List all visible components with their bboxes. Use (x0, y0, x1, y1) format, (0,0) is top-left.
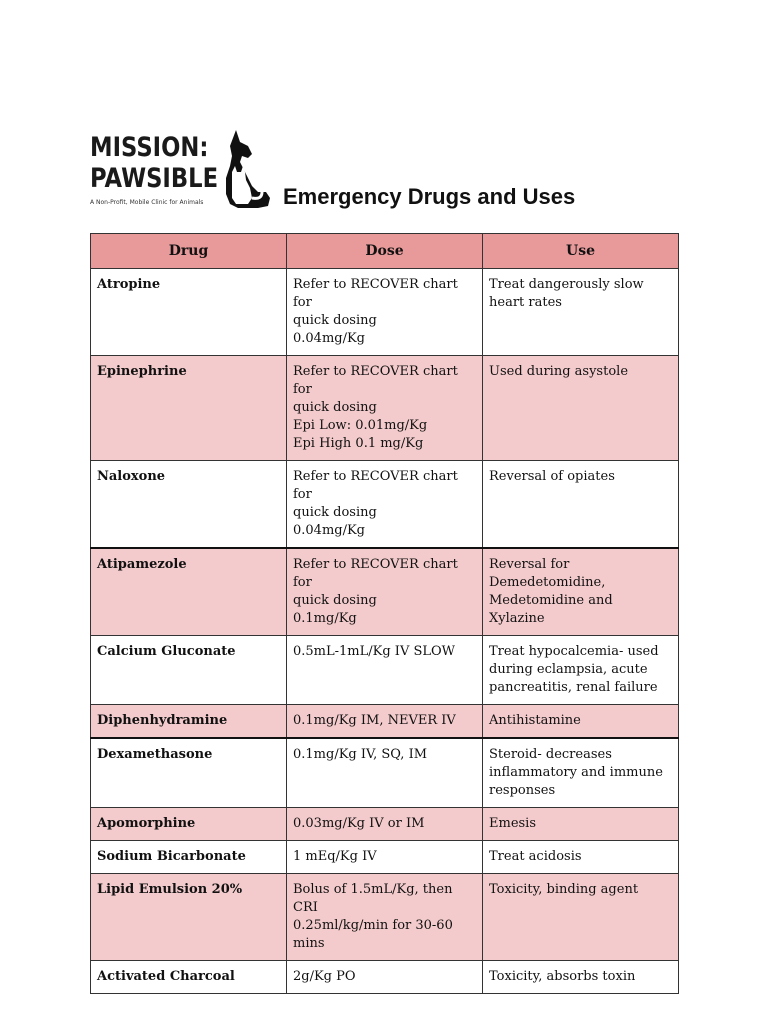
mission-pawsible-logo (90, 128, 280, 216)
use-line: Reversal for (489, 557, 570, 572)
table-body (91, 269, 679, 994)
use-line: inflammatory and immune (489, 765, 663, 780)
use-cell (483, 874, 679, 961)
dose-cell (287, 636, 483, 705)
dose-line: 0.03mg/Kg IV or IM (293, 816, 425, 831)
use-cell (483, 461, 679, 549)
dose-line: mins (293, 936, 325, 951)
table-row (91, 356, 679, 461)
table-row (91, 874, 679, 961)
header-drug: Drug (91, 234, 287, 269)
table-row (91, 461, 679, 549)
drug-name-cell: Diphenhydramine (91, 705, 287, 739)
table-header-row (91, 234, 679, 269)
use-line: heart rates (489, 295, 562, 310)
use-line: Steroid- decreases (489, 747, 612, 762)
logo-line-2: PAWSIBLE (90, 163, 219, 194)
dose-line: Bolus of 1.5mL/Kg, then CRI (293, 882, 453, 915)
dose-cell (287, 808, 483, 841)
drug-name-cell: Epinephrine (91, 356, 287, 461)
use-line: pancreatitis, renal failure (489, 680, 658, 695)
use-line: responses (489, 783, 556, 798)
use-line: Emesis (489, 816, 537, 831)
use-line: Antihistamine (489, 713, 581, 728)
table-row (91, 548, 679, 636)
drug-name-cell: Dexamethasone (91, 738, 287, 808)
dose-cell (287, 961, 483, 994)
use-cell (483, 738, 679, 808)
drug-name-cell: Lipid Emulsion 20% (91, 874, 287, 961)
dose-line: 1 mEq/Kg IV (293, 849, 377, 864)
drug-name-cell: Apomorphine (91, 808, 287, 841)
page-title: Emergency Drugs and Uses (283, 184, 576, 209)
emergency-drugs-table (90, 233, 679, 994)
dose-line: 0.5mL-1mL/Kg IV SLOW (293, 644, 456, 659)
dose-cell (287, 705, 483, 739)
dose-line: 0.1mg/Kg IV, SQ, IM (293, 747, 428, 762)
dose-line: Refer to RECOVER chart for (293, 469, 458, 502)
drug-name-cell: Calcium Gluconate (91, 636, 287, 705)
dose-line: 2g/Kg PO (293, 969, 356, 984)
use-cell (483, 356, 679, 461)
dose-cell (287, 461, 483, 549)
table-row (91, 705, 679, 739)
use-line: Toxicity, binding agent (489, 882, 639, 897)
dose-line: 0.04mg/Kg (293, 523, 366, 538)
use-cell (483, 705, 679, 739)
logo-tagline: A Non-Profit, Mobile Clinic for Animals (90, 199, 204, 206)
drug-name-cell: Naloxone (91, 461, 287, 549)
drug-name-cell: Atropine (91, 269, 287, 356)
logo-line-1: MISSION: (90, 132, 209, 163)
dose-line: quick dosing (293, 593, 377, 608)
use-line: Toxicity, absorbs toxin (489, 969, 636, 984)
use-line: during eclampsia, acute (489, 662, 648, 677)
drug-name-cell: Sodium Bicarbonate (91, 841, 287, 874)
dose-line: Refer to RECOVER chart for (293, 277, 458, 310)
dose-line: 0.1mg/Kg (293, 611, 357, 626)
dose-line: quick dosing (293, 505, 377, 520)
header-use: Use (483, 234, 679, 269)
dose-cell (287, 356, 483, 461)
use-line: Demedetomidine, (489, 575, 606, 590)
dose-line: 0.04mg/Kg (293, 331, 366, 346)
use-cell (483, 269, 679, 356)
table-row (91, 808, 679, 841)
dose-cell (287, 841, 483, 874)
use-line: Treat acidosis (489, 849, 582, 864)
table-row (91, 841, 679, 874)
use-cell (483, 808, 679, 841)
dose-line: quick dosing (293, 400, 377, 415)
dose-line: 0.25ml/kg/min for 30-60 (293, 918, 453, 933)
use-line: Treat hypocalcemia- used (489, 644, 659, 659)
dose-cell (287, 738, 483, 808)
dose-line: Refer to RECOVER chart for (293, 364, 458, 397)
dose-cell (287, 874, 483, 961)
header-dose: Dose (287, 234, 483, 269)
dose-cell (287, 269, 483, 356)
use-cell (483, 841, 679, 874)
use-cell (483, 548, 679, 636)
drug-name-cell: Activated Charcoal (91, 961, 287, 994)
dose-line: quick dosing (293, 313, 377, 328)
dose-line: 0.1mg/Kg IM, NEVER IV (293, 713, 456, 728)
dose-line: Epi High 0.1 mg/Kg (293, 436, 424, 451)
use-line: Used during asystole (489, 364, 629, 379)
use-line: Reversal of opiates (489, 469, 615, 484)
use-line: Treat dangerously slow (489, 277, 644, 292)
dose-line: Refer to RECOVER chart for (293, 557, 458, 590)
table-row (91, 961, 679, 994)
use-line: Medetomidine and Xylazine (489, 593, 613, 626)
table-row (91, 738, 679, 808)
dog-cat-silhouette-icon (218, 128, 274, 210)
table-row (91, 636, 679, 705)
drug-name-cell: Atipamezole (91, 548, 287, 636)
use-cell (483, 636, 679, 705)
table-row (91, 269, 679, 356)
dose-line: Epi Low: 0.01mg/Kg (293, 418, 428, 433)
dose-cell (287, 548, 483, 636)
use-cell (483, 961, 679, 994)
